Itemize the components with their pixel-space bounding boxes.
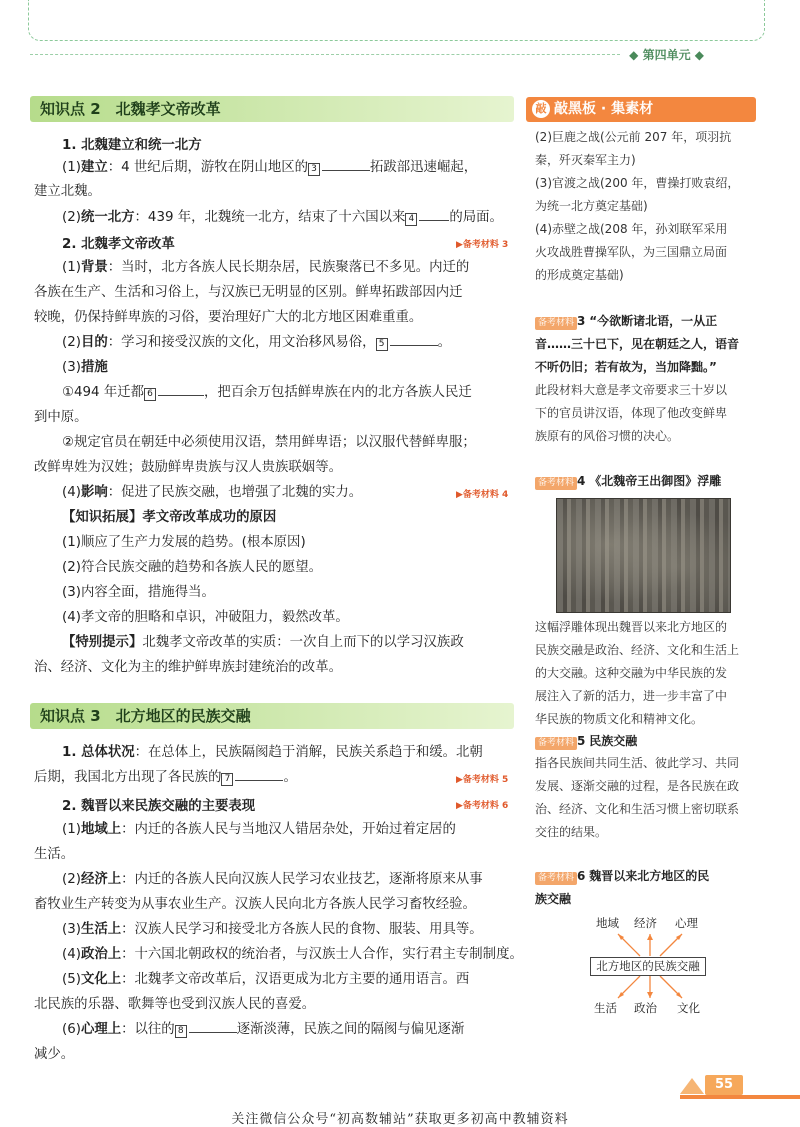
paragraph-line: (2)统一北方：439 年，北魏统一北方，结束了十六国以来 4 的局面。 <box>62 206 503 229</box>
blank-number: 3 <box>308 163 320 176</box>
arrow-head <box>647 934 653 940</box>
sidebar-text: (2)巨鹿之战(公元前 207 年，项羽抗 <box>535 130 732 144</box>
page-bar <box>680 1095 800 1099</box>
sidebar-text: 为统一北方奠定基础) <box>535 199 648 213</box>
fill-blank <box>235 766 283 781</box>
paragraph-line: 北民族的乐器、歌舞等也受到汉族人民的喜爱。 <box>34 997 316 1012</box>
blank-number: 4 <box>405 213 417 226</box>
paragraph-line: 改鲜卑姓为汉姓；鼓励鲜卑贵族与汉人贵族联姻等。 <box>34 460 342 475</box>
paragraph-line: (4)影响：促进了民族交融，也增强了北魏的实力。 <box>62 485 363 500</box>
unit-label: ◆ 第四单元 ◆ <box>629 48 704 62</box>
diagram-node: 心理 <box>675 916 698 930</box>
paragraph-line: ①494 年迁都 6 ，把百余万包括鲜卑族在内的北方各族人民迁 <box>62 381 472 404</box>
paragraph-line: 各族在生产、生活和习俗上，与汉族已无明显的区别。鲜卑拓跋部因内迁 <box>34 285 463 300</box>
page-number: 55 <box>705 1075 743 1095</box>
material-5-title: 备考材料 5 民族交融 <box>535 730 637 753</box>
diagram-node: 经济 <box>634 916 657 930</box>
paragraph-line: 建立北魏。 <box>34 184 101 199</box>
tip-line: 治、经济、文化为主的维护鲜卑族封建统治的改革。 <box>34 660 342 675</box>
paragraph-line: (5)文化上：北魏孝文帝改革后，汉语更成为北方主要的通用语言。西 <box>62 972 470 987</box>
material-tag: 备考材料 <box>535 737 577 750</box>
blank-number: 8 <box>175 1025 187 1038</box>
sidebar-header: 敲 敲黑板 · 集素材 <box>526 97 756 122</box>
sidebar-text: 下的官员讲汉语，体现了他改变鲜卑 <box>535 406 728 420</box>
paragraph-line: 较晚，仍保持鲜卑族的习俗，要治理好广大的北方地区困难重重。 <box>34 310 423 325</box>
top-frame <box>28 0 765 41</box>
material-tag: 备考材料 <box>535 477 577 490</box>
diagram-node: 文化 <box>677 1001 700 1015</box>
paragraph-line: (1)背景：当时，北方各族人民长期杂居，民族聚落已不多见。内迁的 <box>62 260 470 275</box>
material-reference: ▶备考材料 4 <box>456 490 509 500</box>
sidebar-text: 此段材料大意是孝文帝要求三十岁以 <box>535 383 728 397</box>
sidebar-text: (3)官渡之战(200 年，曹操打败袁绍， <box>535 176 740 190</box>
sidebar-text: 族交融 <box>535 892 572 906</box>
paragraph-line: 后期，我国北方出现了各民族的 7 。 <box>34 766 297 789</box>
fill-blank <box>390 331 438 346</box>
sidebar-text: 治、经济、文化和生活习惯上密切联系 <box>535 802 740 816</box>
material-reference: ▶备考材料 3 <box>456 240 509 250</box>
blank-number: 5 <box>376 338 388 351</box>
arrow-head <box>647 992 653 998</box>
subheading: 2. 魏晋以来民族交融的主要表现 <box>62 799 256 814</box>
list-item: (4)孝文帝的胆略和卓识，冲破阻力，毅然改革。 <box>62 610 349 625</box>
paragraph-line: 1. 总体状况：在总体上，民族隔阂趋于消解，民族关系趋于和缓。北朝 <box>62 745 483 760</box>
paragraph-line: 减少。 <box>34 1047 75 1062</box>
sidebar-text: 的大交融。这种交融为中华民族的发 <box>535 666 728 680</box>
paragraph-line: (3)生活上：汉族人民学习和接受北方各族人民的食物、服装、用具等。 <box>62 922 483 937</box>
sidebar-text: 火攻战胜曹操军队，为三国鼎立局面 <box>535 245 728 259</box>
sidebar-text: 指各民族间共同生活、彼此学习、共同 <box>535 756 740 770</box>
sidebar-text: 民族交融是政治、经济、文化和生活上 <box>535 643 740 657</box>
sidebar-text: 的形成奠定基础) <box>535 268 624 282</box>
material-reference: ▶备考材料 6 <box>456 801 509 811</box>
blank-number: 6 <box>144 388 156 401</box>
paragraph-line: (2)目的：学习和接受汉族的文化，用文治移风易俗， 5 。 <box>62 331 451 354</box>
diagram-node: 政治 <box>634 1001 657 1015</box>
subheading: 2. 北魏孝文帝改革 <box>62 237 175 252</box>
fill-blank <box>322 156 370 171</box>
subheading: 1. 北魏建立和统一北方 <box>62 138 202 153</box>
relief-sculpture-image <box>556 498 731 613</box>
divider <box>30 54 620 55</box>
extension-title: 【知识拓展】孝文帝改革成功的原因 <box>62 510 277 525</box>
chalkboard-icon: 敲 <box>532 100 550 118</box>
sidebar-text: 秦，歼灭秦军主力) <box>535 153 636 167</box>
diagram-center-node: 北方地区的民族交融 <box>590 957 706 976</box>
diagram-node: 地域 <box>596 916 619 930</box>
sidebar-text: 发展、逐渐交融的过程，是各民族在政 <box>535 779 740 793</box>
list-item: (2)符合民族交融的趋势和各族人民的愿望。 <box>62 560 322 575</box>
footer-text: 关注微信公众号“初高数辅站”获取更多初高中教辅资料 <box>231 1112 569 1127</box>
material-6-title: 备考材料 6 魏晋以来北方地区的民 <box>535 865 709 888</box>
paragraph-line: (1)地域上：内迁的各族人民与当地汉人错居杂处，开始过着定居的 <box>62 822 456 837</box>
paragraph-line: (4)政治上：十六国北朝政权的统治者，与汉族士人合作，实行君主专制制度。 <box>62 947 523 962</box>
tip-line: 【特别提示】北魏孝文帝改革的实质：一次自上而下的以学习汉族政 <box>62 635 464 650</box>
material-3-title: 备考材料 3 “今欲断诸北语，一从正 <box>535 310 717 333</box>
paragraph-line: (6)心理上：以往的 8 逐渐淡薄，民族之间的隔阂与偏见逐渐 <box>62 1018 464 1041</box>
paragraph-line: 畜牧业生产转变为从事农业生产。汉族人民向北方各族人民学习畜牧经验。 <box>34 897 476 912</box>
material-4-title: 备考材料 4 《北魏帝王出御图》浮雕 <box>535 470 721 493</box>
paragraph-line: ②规定官员在朝廷中必须使用汉语，禁用鲜卑语；以汉服代替鲜卑服； <box>62 435 476 450</box>
paragraph-line: 生活。 <box>34 847 75 862</box>
sidebar-text: 这幅浮雕体现出魏晋以来北方地区的 <box>535 620 728 634</box>
sidebar-text: 华民族的物质文化和精神文化。 <box>535 712 704 726</box>
paragraph-line: (3)措施 <box>62 360 108 375</box>
section-title-kp2: 知识点 2 北魏孝文帝改革 <box>30 96 514 122</box>
sidebar-text: 不听仍旧；若有故为，当加降黜。” <box>535 360 717 374</box>
sidebar-text: (4)赤壁之战(208 年，孙刘联军采用 <box>535 222 728 236</box>
paragraph-line: (2)经济上：内迁的各族人民向汉族人民学习农业技艺，逐渐将原来从事 <box>62 872 483 887</box>
diagram-node: 生活 <box>594 1001 617 1015</box>
fill-blank <box>158 381 204 396</box>
sidebar-text: 音……三十已下，见在朝廷之人，语音 <box>535 337 740 351</box>
material-reference: ▶备考材料 5 <box>456 775 509 785</box>
list-item: (3)内容全面，措施得当。 <box>62 585 215 600</box>
page-decoration-icon <box>680 1078 704 1094</box>
material-tag: 备考材料 <box>535 317 577 330</box>
paragraph-line: 到中原。 <box>34 410 88 425</box>
list-item: (1)顺应了生产力发展的趋势。(根本原因) <box>62 535 306 550</box>
fill-blank <box>419 206 449 221</box>
sidebar-text: 交往的结果。 <box>535 825 608 839</box>
paragraph-line: (1)建立：4 世纪后期，游牧在阴山地区的 3 拓跋部迅速崛起， <box>62 156 477 179</box>
blank-number: 7 <box>221 773 233 786</box>
sidebar-text: 展注入了新的活力，进一步丰富了中 <box>535 689 728 703</box>
sidebar-text: 族原有的风俗习惯的决心。 <box>535 429 680 443</box>
fill-blank <box>189 1018 237 1033</box>
material-tag: 备考材料 <box>535 872 577 885</box>
section-title-kp3: 知识点 3 北方地区的民族交融 <box>30 703 514 729</box>
